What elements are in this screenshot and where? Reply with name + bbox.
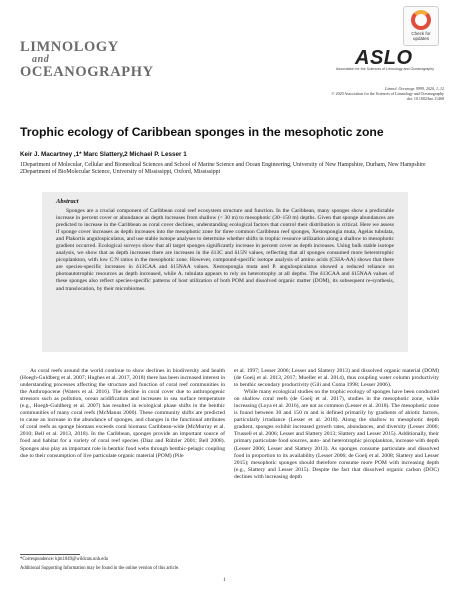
article-title: Trophic ecology of Caribbean sponges in the mesophotic zone — [20, 125, 384, 139]
affiliations — [20, 162, 440, 176]
author-list — [20, 151, 440, 158]
footnote-divider — [20, 554, 80, 555]
affiliation-1: 1Department of Molecular, Cellular and Biomedical Sciences and School of Marine Science and Ocean Engineering, University of New Hampshire, Durham, New Hampshire — [20, 162, 426, 168]
body-paragraph: et al. 1997; Lesser 2006; Lesser and Slattery 2013) and dissolved organic material (DOM) (de Goeij et al. 2013, 2017; Mueller et al. 2014), thus coupling water column productivity to benthic secondary productivity (Gili and Coma 1998; Lesser 2006). — [234, 368, 439, 389]
journal-name-line3: OCEANOGRAPHY — [20, 64, 154, 80]
correspondence-footnote[interactable]: *Correspondence: kjm1049@wildcats.unh.edu — [20, 557, 109, 562]
doi[interactable]: doi: 10.1002/lno.11468 — [406, 96, 444, 101]
body-column-right — [234, 368, 439, 481]
affiliation-2: 2Department of BioMolecular Science, University of Mississippi, Oxford, Mississippi — [20, 169, 221, 175]
citation: Limnol. Oceanogr. 9999, 2020, 1–12 — [385, 86, 444, 91]
page-number: 1 — [223, 577, 226, 583]
journal-logo — [20, 40, 154, 79]
supporting-info-footnote: Additional Supporting Information may be found in the online version of this article. — [20, 566, 180, 571]
authors-text: Keir J. Macartney ,1* Marc Slattery,2 Michael P. Lesser 1 — [20, 151, 187, 158]
copyright: © 2020 Association for the Sciences of Limnology and Oceanography — [331, 91, 444, 96]
journal-name-and: and — [32, 54, 50, 65]
check-updates-label: Check for updates — [411, 31, 431, 41]
article-meta — [300, 86, 444, 101]
journal-name-line1: LIMNOLOGY — [20, 39, 119, 55]
body-paragraph: While many ecological studies on the trophic ecology of sponges have been conducted on shallow coral reefs (de Goeij et al. 2017), studies in the mesophotic zone, while increasing (Loya et al. 2016), are not as common (Lesser et al. 2018). The mesophotic zone is found between 30 and 150 m and is defined primarily by gradients of abiotic factors, particularly irradiance (Lesser et al. 2018). Along the shallow to mesophotic depth gradient, sponges exhibit increased growth rates, abundances, and diversity (Lesser 2006; Trussell et al. 2006; Lesser and Slattery 2013; Slattery and Lesser 2015). Additionally, their primary particulate food sources, auto- and heterotrophic picoplankton, increase with depth (Lesser 2006; Lesser and Slattery 2013). As sponges consume particulate and dissolved food in proportion to its availability (Lesser 2006; de Goeij et al. 2008; Slattery and Lesser 2015); mesophotic sponges should therefore consume more POM with increasing depth (e.g., Slattery and Lesser 2015). Despite the fact that dissolved organic carbon (DOC) declines with increasing depth — [234, 389, 439, 480]
abstract-text: Sponges are a crucial component of Caribbean coral reef ecosystem structure and function. In the Caribbean, many sponges show a predictable increase in percent cover or abundance as depth increases from shallow (< 30 m) to mesophotic (30–150 m) depths. Given that sponge abundances are predicted to increase in the Caribbean as coral cover declines, understanding ecological factors that control their distribution is critical. Here we assess if sponge cover increases as depth increases into the mesophotic zone for three common Caribbean reef sponges, Xestospongia muta, Agelas tubulata, and Plakortis angulospiculatus, and use stable isotope analyses to determine whether shifts in trophic resource utilization along a shallow to mesophotic gradient occurred. Ecological surveys show that all target sponges significantly increase in percent cover as depth increases. Using bulk stable isotope analysis, we show that as depth increases there are increases in the δ13C and δ15N values, reflecting that all sponges consumed more heterotrophic picoplankton, with low C:N ratios in the mesophotic zone. However, compound-specific isotope analysis of amino acids (CSIA-AA) shows that there are species-specific increases in δ13CAA and δ15NAA values. Xestospongia muta and P. angulospiculatus showed a reduced reliance on photoautotrophic resources as depth increased, while A. tubulata appears to rely on heterotrophy at all depths. The δ13CAA and δ15NAA values of these sponges also reflect species-specific patterns of host utilization of both POM and dissolved organic matter (DOM), its subsequent re-synthesis, and translocation, by their microbiomes. — [56, 208, 394, 292]
publisher-logo: ASLO — [355, 47, 413, 69]
abstract-heading: Abstract — [56, 198, 79, 205]
check-updates-icon — [411, 10, 431, 30]
publisher-subtitle: Association for the Sciences of Limnology and Oceanography — [336, 67, 435, 71]
check-for-updates-badge[interactable] — [403, 6, 439, 46]
abstract-box — [42, 192, 408, 352]
body-paragraph: As coral reefs around the world continue to show declines in biodiversity and health (Hoegh-Guldberg et al. 2007; Hughes et al. 2017, 2018) there has been increased interest in understanding processes affecting the structure and function of coral reef communities in the Anthropocene (Waters et al. 2016). The decline in coral cover due to anthropogenic stressors such as pollution, ocean acidification and increases in sea surface temperature (e.g., Hoegh-Guldberg et al. 2007) has resulted in ecological phase shifts in the benthic communities of many coral reefs (McManus 2000). These community shifts are predicted to cause an increase in the abundance of sponges, and changes in the functional attributes of coral reefs as sponge biomass exceeds coral biomass Caribbean-wide (McMurray et al. 2010; Bell et al. 2013, 2018). In the Caribbean, sponges provide an important source of food and habitat for a variety of coral reef species (Diaz and Rützler 2001; Bell 2008). Sponges also play an important role in benthic food webs through benthic-pelagic coupling due to their consumption of live particulate organic material (POM) (Pile — [20, 368, 225, 459]
body-column-left — [20, 368, 225, 460]
